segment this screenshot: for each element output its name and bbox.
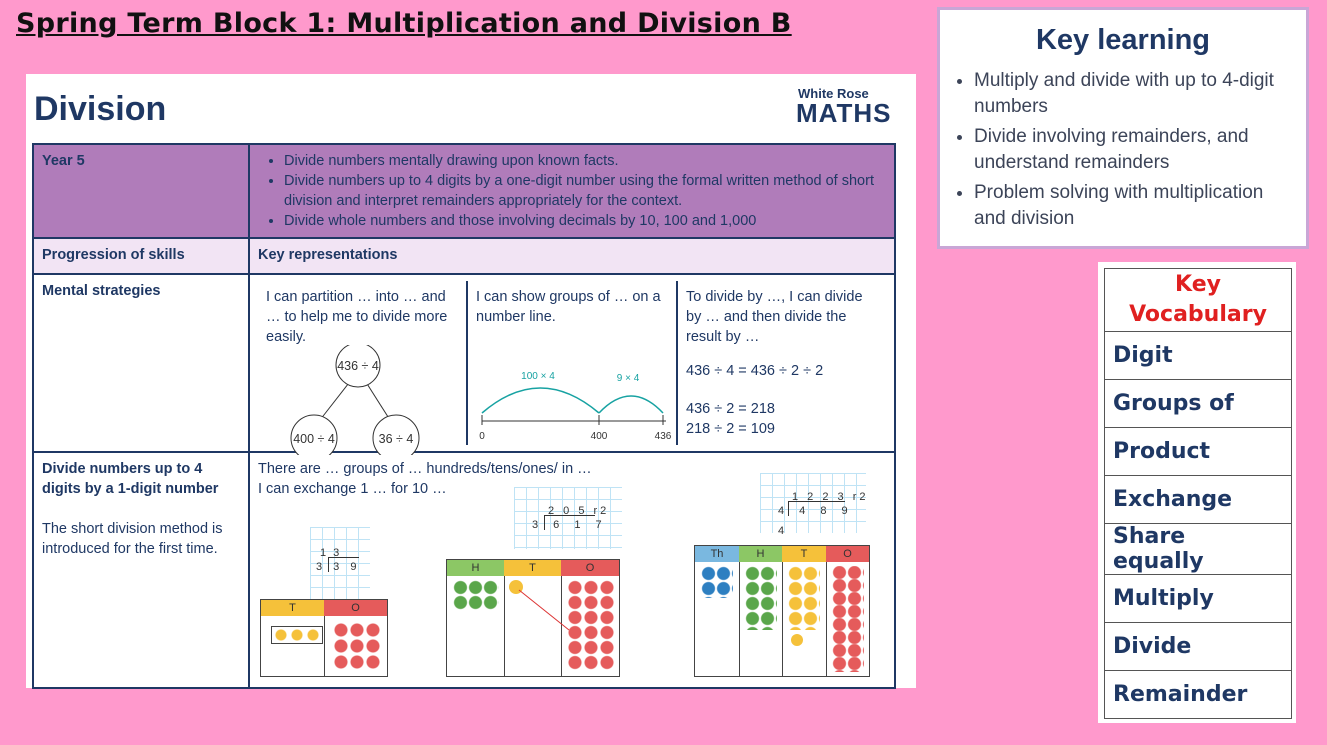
number-line-text: I can show groups of … on a number line.	[476, 289, 661, 325]
key-learning-item: • Divide involving remainders, and understand remainders	[974, 124, 1294, 176]
number-line-cell	[466, 281, 676, 445]
part-whole-right: 36 ÷ 4	[378, 432, 414, 446]
divide-twice-cell	[676, 281, 886, 445]
page-title: Spring Term Block 1: Multiplication and Division B	[16, 8, 792, 39]
place-value-chart-thhto	[694, 545, 870, 677]
pv-header-t: T	[504, 560, 561, 576]
pv-header-h: H	[447, 560, 504, 576]
short-division-representations	[249, 452, 895, 688]
vocab-word: Share equally	[1105, 524, 1292, 575]
short-division-note: The short division method is introduced for the first time.	[42, 521, 223, 557]
short-division-grid	[514, 487, 622, 549]
year-row	[33, 144, 895, 238]
jump-label-1: 100 × 4	[521, 371, 555, 382]
key-vocabulary-panel	[1098, 262, 1296, 723]
equation-line: 218 ÷ 2 = 109	[686, 421, 775, 437]
thousands-counters	[701, 566, 733, 598]
header-row	[33, 238, 895, 274]
vocab-word: Remainder	[1105, 671, 1292, 719]
mental-label: Mental strategies	[33, 274, 249, 452]
groups-sentence: There are … groups of … hundreds/tens/ones/ in …	[258, 461, 592, 477]
pv-header-o: O	[826, 546, 869, 562]
key-learning-item: • Multiply and divide with up to 4-digit numbers	[974, 68, 1294, 120]
pv-header-o: O	[561, 560, 619, 576]
vocab-word: Exchange	[1105, 476, 1292, 524]
tick-label: 400	[590, 431, 608, 442]
number-line	[474, 365, 684, 445]
short-division-grid	[310, 527, 370, 601]
quotient: 1 2 2 3 r2	[792, 491, 869, 503]
short-division-row	[33, 452, 895, 688]
tens-counters	[788, 566, 820, 630]
part-whole-model	[278, 345, 478, 455]
ones-counters	[832, 566, 864, 672]
ones-counters	[333, 622, 381, 670]
vocab-word: Divide	[1105, 623, 1292, 671]
dividend: 3 6 1 7	[532, 519, 608, 531]
tens-counter	[791, 634, 803, 646]
equation-line: 436 ÷ 2 = 218	[686, 401, 775, 417]
year-point: • Divide numbers mentally drawing upon known facts.	[284, 151, 886, 171]
mental-strategies-row	[33, 274, 895, 452]
place-value-chart-hto	[446, 559, 620, 677]
logo-text-main: MATHS	[796, 98, 892, 128]
pv-header-t: T	[782, 546, 826, 562]
divide-twice-text: To divide by …, I can divide by … and then divide the result by …	[686, 289, 863, 345]
key-vocabulary-table	[1104, 268, 1292, 719]
vocab-word: Digit	[1105, 332, 1292, 380]
pv-header-h: H	[739, 546, 782, 562]
year-points	[249, 144, 895, 238]
pv-header-o: O	[324, 600, 387, 616]
equation-line: 436 ÷ 4 = 436 ÷ 2 ÷ 2	[686, 363, 824, 379]
vocab-word: Groups of	[1105, 380, 1292, 428]
tick-label: 436	[654, 431, 672, 442]
hundreds-counters	[453, 580, 499, 610]
year-label: Year 5	[33, 144, 249, 238]
hundreds-counters	[745, 566, 777, 630]
year-point: • Divide whole numbers and those involving decimals by 10, 100 and 1,000	[284, 211, 886, 231]
key-representations-label: Key representations	[249, 238, 895, 274]
quotient: 2 0 5 r2	[548, 505, 610, 517]
partition-text: I can partition … into … and … to help me to divide more easily.	[266, 289, 448, 345]
jump-label-2: 9 × 4	[616, 373, 640, 384]
partition-cell	[258, 281, 466, 445]
key-vocabulary-title: Key Vocabulary	[1105, 269, 1292, 332]
part-whole-left: 400 ÷ 4	[293, 432, 335, 446]
division-document	[26, 74, 916, 688]
part-whole-top: 436 ÷ 4	[337, 359, 379, 373]
tick-label: 0	[479, 431, 485, 442]
quotient: 1 3	[320, 547, 342, 559]
pv-header-th: Th	[695, 546, 739, 562]
pv-header-t: T	[261, 600, 324, 616]
progression-label: Progression of skills	[33, 238, 249, 274]
dividend: 4 4 8 9 4	[778, 505, 854, 537]
key-learning-title: Key learning	[1035, 24, 1211, 56]
key-learning-panel	[937, 7, 1309, 249]
document-title: Division	[34, 90, 167, 128]
short-division-label: Divide numbers up to 4 digits by a 1-digit number	[42, 461, 219, 497]
place-value-chart-to	[260, 599, 388, 677]
exchange-sentence: I can exchange 1 … for 10 …	[258, 481, 447, 497]
logo-text-top: White Rose	[798, 86, 869, 101]
progression-table	[32, 143, 896, 689]
key-learning-item: • Problem solving with multiplication and division	[974, 180, 1294, 232]
vocab-word: Product	[1105, 428, 1292, 476]
vocab-word: Multiply	[1105, 575, 1292, 623]
dividend: 3 3 9	[316, 561, 361, 573]
short-division-grid	[760, 473, 869, 537]
short-division-label-cell	[33, 452, 249, 688]
key-learning-list	[952, 68, 1294, 236]
year-point: • Divide numbers up to 4 digits by a one-digit number using the formal written method of short division and interpret remainders appropriately for the context.	[284, 171, 886, 211]
